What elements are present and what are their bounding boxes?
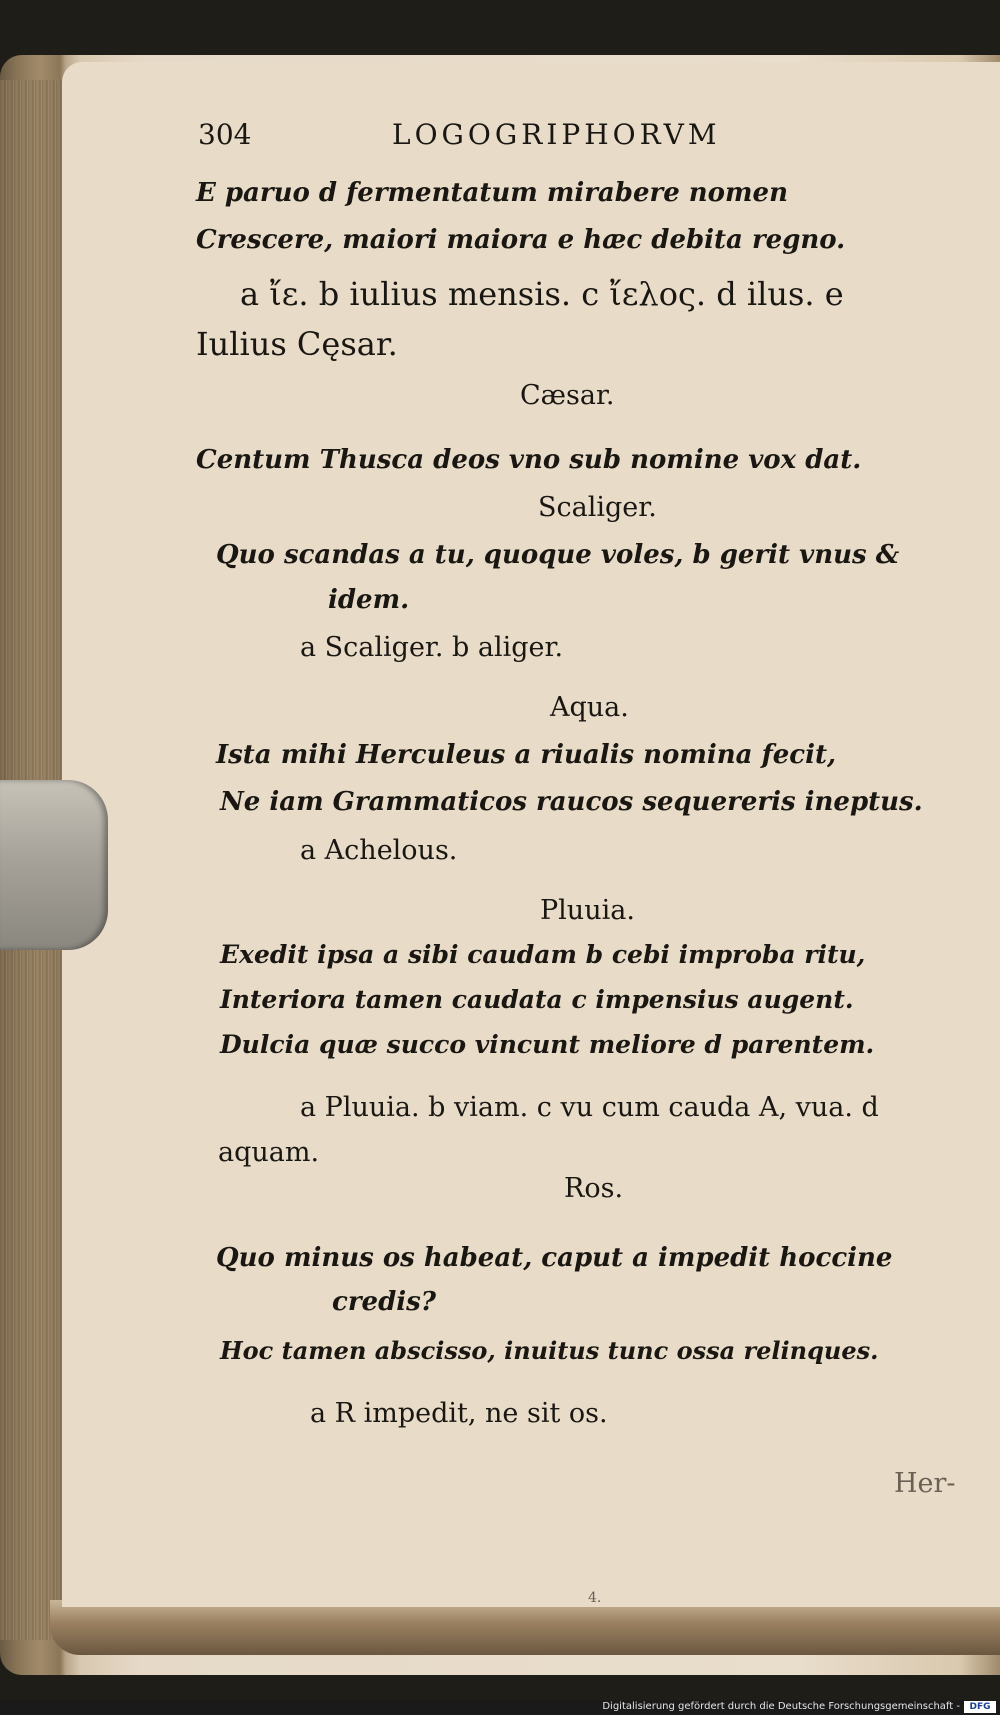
text-line: a R impedit, ne sit os. <box>310 1398 608 1429</box>
text-line: Ista mihi Herculeus a riualis nomina fecit, <box>216 740 837 770</box>
catchword: Her- <box>894 1468 956 1499</box>
book-bottom-edge <box>50 1600 1000 1655</box>
text-line: Interiora tamen caudata c impensius augent. <box>220 985 854 1014</box>
section-heading: Scaliger. <box>538 492 657 523</box>
section-heading: Ros. <box>564 1173 624 1204</box>
text-line: a Pluuia. b viam. c vu cum cauda A, vua. d <box>300 1092 879 1123</box>
text-line: credis? <box>332 1287 436 1317</box>
section-heading: Cæsar. <box>520 380 615 411</box>
text-line: E paruo d fermentatum mirabere nomen <box>196 178 788 208</box>
footer-credit: Digitalisierung gefördert durch die Deutsche Forschungsgemeinschaft - <box>602 1701 960 1712</box>
signature-mark: 4. <box>588 1590 602 1606</box>
section-heading: Aqua. <box>550 692 629 723</box>
text-line: Quo scandas a tu, quoque voles, b gerit vnus & <box>216 540 900 570</box>
text-line: Centum Thusca deos vno sub nomine vox dat. <box>196 445 862 475</box>
page-clip <box>0 780 108 950</box>
text-line: Iulius Cęsar. <box>196 325 398 363</box>
text-line: Crescere, maiori maiora e hæc debita regno. <box>196 225 846 255</box>
running-head: LOGOGRIPHORVM <box>392 118 721 151</box>
text-line: aquam. <box>218 1137 320 1168</box>
text-line: Ne iam Grammaticos raucos sequereris ineptus. <box>220 787 923 817</box>
text-line: Dulcia quæ succo vincunt meliore d parentem. <box>220 1030 875 1059</box>
dfg-logo: DFG <box>964 1701 996 1713</box>
text-line: idem. <box>328 585 410 615</box>
text-line: Quo minus os habeat, caput a impedit hoccine <box>216 1243 893 1273</box>
section-heading: Pluuia. <box>540 895 635 926</box>
text-line: Exedit ipsa a sibi caudam b cebi improba ritu, <box>220 940 866 969</box>
text-line: a Scaliger. b aliger. <box>300 632 564 663</box>
text-line: a Achelous. <box>300 835 458 866</box>
page-number: 304 <box>198 118 252 151</box>
text-line: Hoc tamen abscisso, inuitus tunc ossa relinques. <box>220 1336 879 1365</box>
text-line: a ἴε. b iulius mensis. c ἴελος. d ilus. e <box>240 275 844 313</box>
